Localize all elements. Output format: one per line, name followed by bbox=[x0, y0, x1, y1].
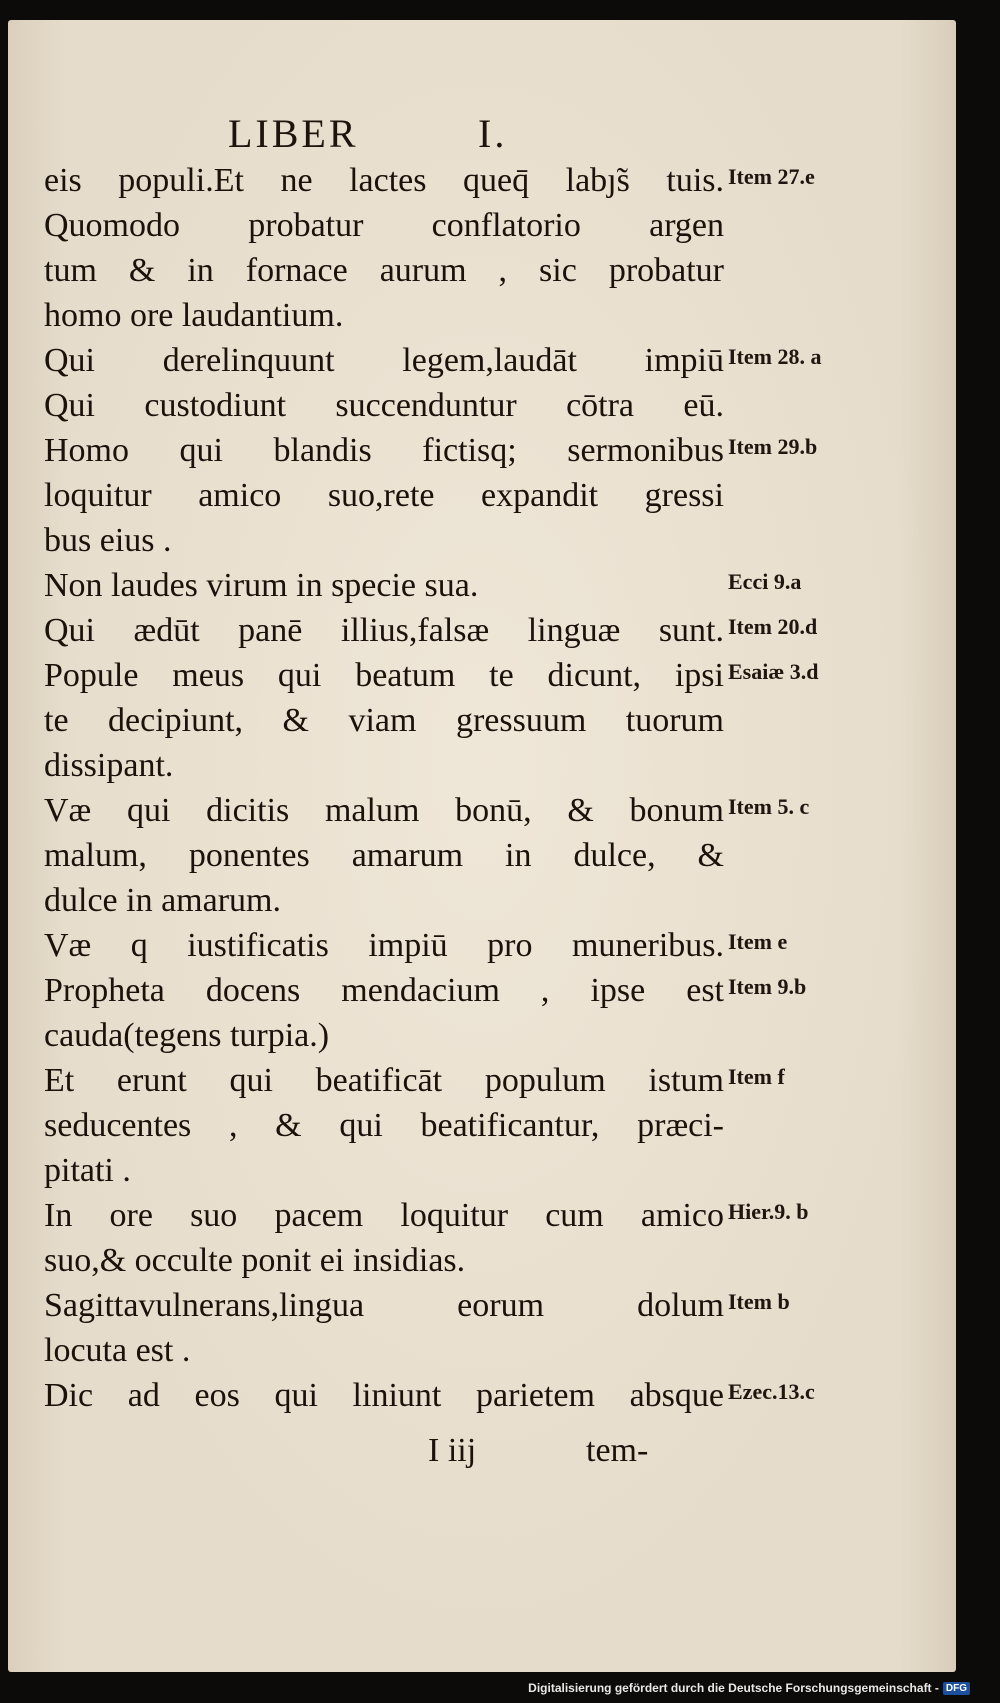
line-text: seducentes , & qui beatificantur, præci- bbox=[44, 1107, 724, 1144]
marginal-reference: Ezec.13.c bbox=[728, 1379, 815, 1404]
catchword: tem- bbox=[586, 1432, 649, 1469]
signature-mark: I iij bbox=[428, 1432, 477, 1469]
text-line bbox=[44, 158, 994, 203]
text-line bbox=[44, 878, 994, 923]
line-text: dulce in amarum. bbox=[44, 882, 281, 919]
text-line bbox=[44, 608, 994, 653]
text-line bbox=[44, 1103, 994, 1148]
text-line bbox=[44, 1148, 994, 1193]
marginal-reference: Item 5. c bbox=[728, 794, 810, 819]
text-line bbox=[44, 833, 994, 878]
line-text: Non laudes virum in specie sua. bbox=[44, 567, 479, 604]
line-text: Et erunt qui beatificāt populum istum bbox=[44, 1062, 724, 1099]
text-line bbox=[44, 923, 994, 968]
digitization-credit bbox=[528, 1681, 970, 1695]
line-text: Qui derelinquunt legem,laudāt impiū bbox=[44, 342, 724, 379]
line-text: Quomodo probatur conflatorio argen bbox=[44, 207, 724, 244]
text-line bbox=[44, 1283, 994, 1328]
text-line bbox=[44, 248, 994, 293]
line-text: locuta est . bbox=[44, 1332, 191, 1369]
line-text: Propheta docens mendacium , ipse est bbox=[44, 972, 724, 1009]
line-text: In ore suo pacem loquitur cum amico bbox=[44, 1197, 724, 1234]
text-line bbox=[44, 1193, 994, 1238]
text-line bbox=[44, 1238, 994, 1283]
text-line bbox=[44, 1058, 994, 1103]
line-text: cauda(tegens turpia.) bbox=[44, 1017, 330, 1054]
text-line bbox=[44, 1373, 994, 1418]
text-line bbox=[44, 1328, 994, 1373]
line-text: dissipant. bbox=[44, 747, 174, 784]
marginal-reference: Ecci 9.a bbox=[728, 569, 802, 594]
line-text: Qui custodiunt succenduntur cōtra eū. bbox=[44, 387, 724, 424]
line-text: bus eius . bbox=[44, 522, 172, 559]
running-head-number: I. bbox=[478, 111, 508, 156]
text-line bbox=[44, 203, 994, 248]
page-footer bbox=[44, 1432, 724, 1472]
line-text: Qui ædūt panē illius,falsæ linguæ sunt. bbox=[44, 612, 724, 649]
text-line bbox=[44, 563, 994, 608]
marginal-reference: Item b bbox=[728, 1289, 790, 1314]
running-head bbox=[228, 110, 548, 156]
line-text: pitati . bbox=[44, 1152, 131, 1189]
text-line bbox=[44, 293, 994, 338]
running-head-title: LIBER bbox=[228, 111, 359, 156]
line-text: Dic ad eos qui liniunt parietem absque bbox=[44, 1377, 724, 1414]
marginal-reference: Item 29.b bbox=[728, 434, 818, 459]
text-line bbox=[44, 698, 994, 743]
text-line bbox=[44, 1013, 994, 1058]
line-text: Homo qui blandis fictisq; sermonibus bbox=[44, 432, 724, 469]
dfg-logo: DFG bbox=[943, 1682, 970, 1695]
text-line bbox=[44, 518, 994, 563]
marginal-reference: Item e bbox=[728, 929, 788, 954]
text-line bbox=[44, 428, 994, 473]
credit-text: Digitalisierung gefördert durch die Deutsche Forschungsgemeinschaft - bbox=[528, 1680, 939, 1695]
text-line bbox=[44, 653, 994, 698]
marginal-reference: Item 9.b bbox=[728, 974, 807, 999]
line-text: homo ore laudantium. bbox=[44, 297, 344, 334]
text-line bbox=[44, 968, 994, 1013]
text-line bbox=[44, 788, 994, 833]
line-text: Sagittavulnerans,lingua eorum dolum bbox=[44, 1287, 724, 1324]
line-text: Væ q iustificatis impiū pro muneribus. bbox=[44, 927, 724, 964]
text-line bbox=[44, 383, 994, 428]
text-line bbox=[44, 743, 994, 788]
text-line bbox=[44, 473, 994, 518]
text-block bbox=[44, 158, 994, 1418]
line-text: malum, ponentes amarum in dulce, & bbox=[44, 837, 724, 874]
marginal-reference: Hier.9. b bbox=[728, 1199, 809, 1224]
line-text: tum & in fornace aurum , sic probatur bbox=[44, 252, 724, 289]
text-line bbox=[44, 338, 994, 383]
marginal-reference: Esaiæ 3.d bbox=[728, 659, 819, 684]
line-text: eis populi.Et ne lactes queq̄ labȷ̃s tuis. bbox=[44, 162, 724, 199]
marginal-reference: Item 27.e bbox=[728, 164, 815, 189]
marginal-reference: Item 20.d bbox=[728, 614, 818, 639]
line-text: suo,& occulte ponit ei insidias. bbox=[44, 1242, 466, 1279]
line-text: loquitur amico suo,rete expandit gressi bbox=[44, 477, 724, 514]
line-text: Popule meus qui beatum te dicunt, ipsi bbox=[44, 657, 724, 694]
book-page bbox=[8, 20, 956, 1672]
line-text: Væ qui dicitis malum bonū, & bonum bbox=[44, 792, 724, 829]
marginal-reference: Item f bbox=[728, 1064, 785, 1089]
marginal-reference: Item 28. a bbox=[728, 344, 822, 369]
line-text: te decipiunt, & viam gressuum tuorum bbox=[44, 702, 724, 739]
